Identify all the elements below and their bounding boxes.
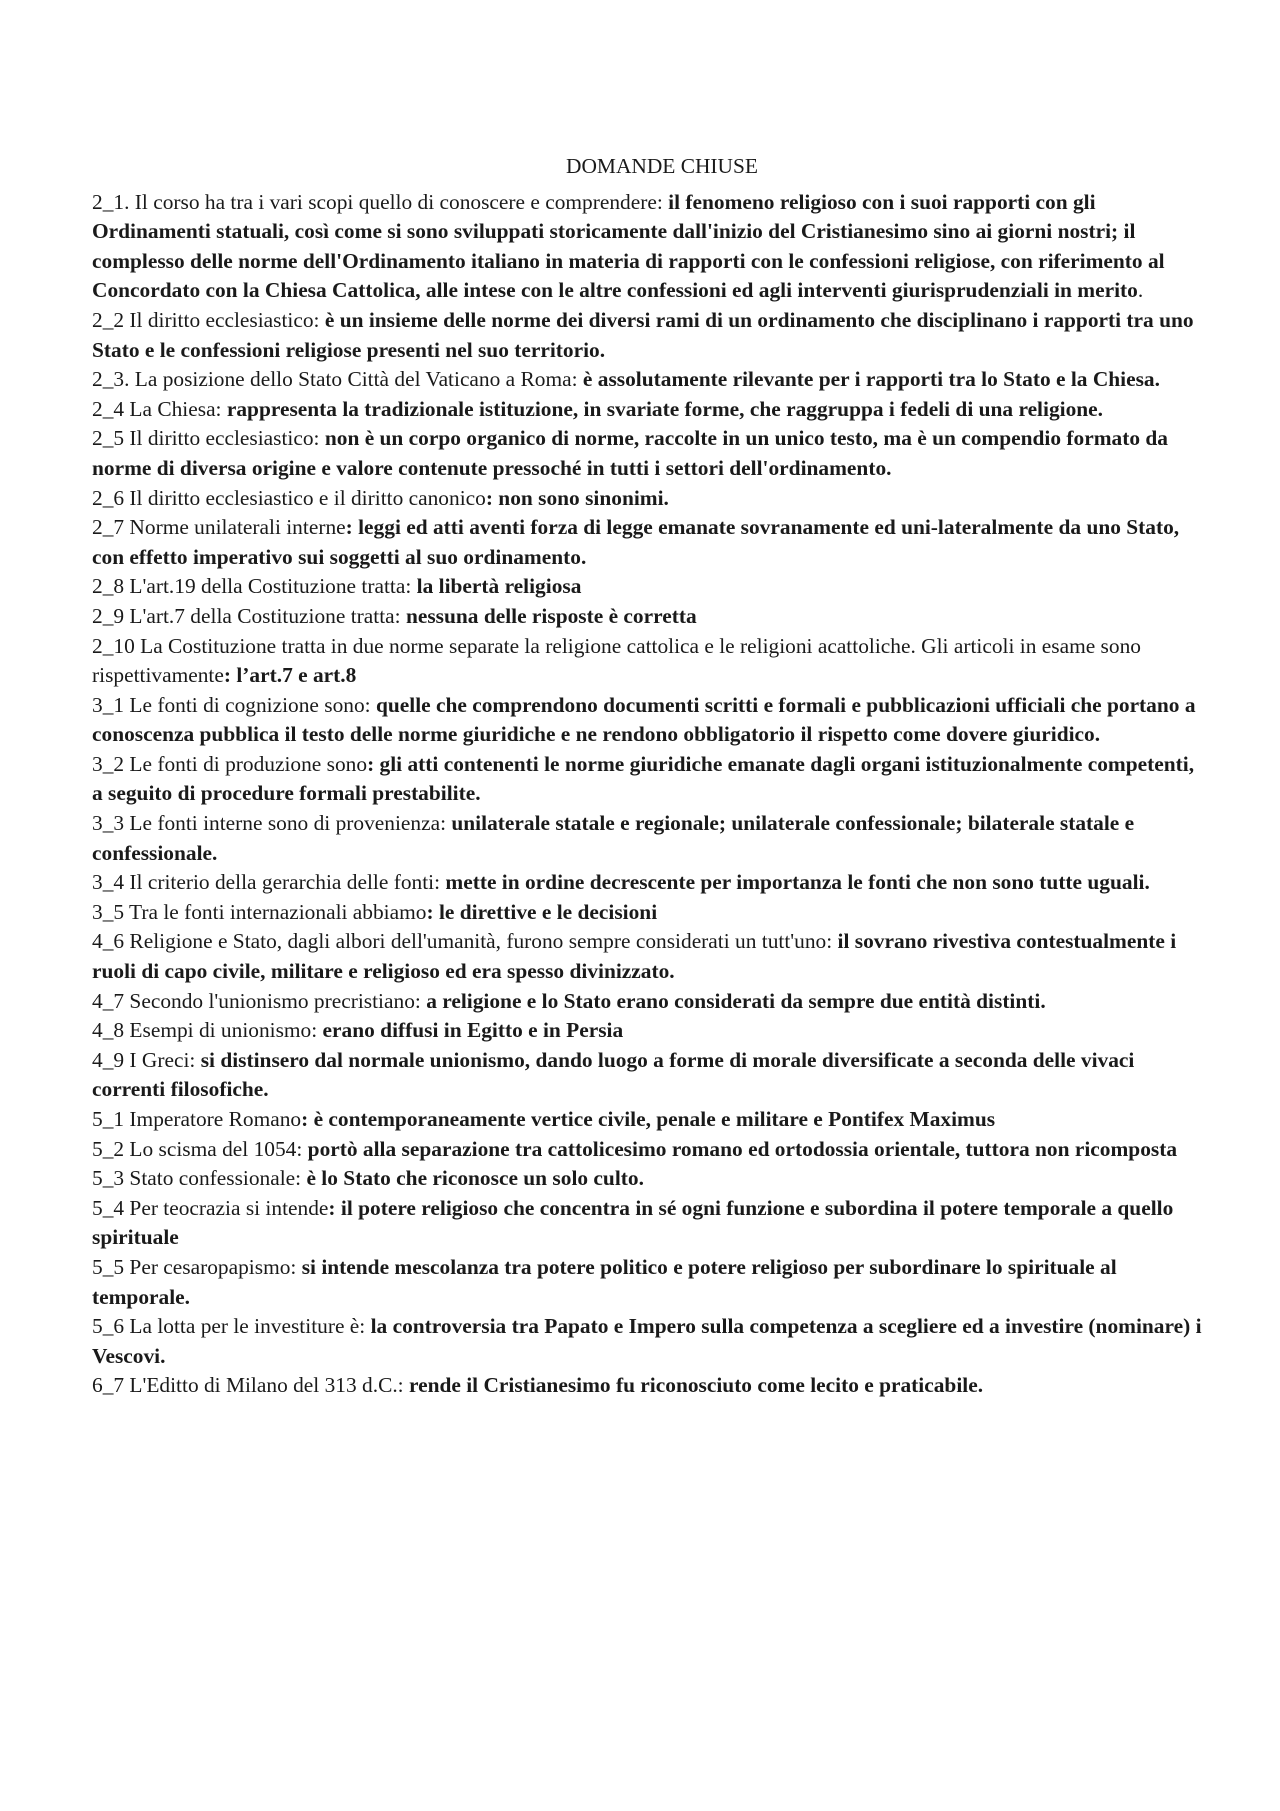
answer-text: è un insieme delle norme dei diversi rami di un ordinamento che disciplinano i rapporti tra uno Stato e le confessioni religiose presenti nel suo territorio. bbox=[92, 307, 1194, 362]
question-text: 2_4 La Chiesa: bbox=[92, 396, 227, 421]
question-text: 4_6 Religione e Stato, dagli albori dell'umanità, furono sempre considerati un tutt'uno: bbox=[92, 929, 838, 954]
qa-item bbox=[92, 306, 1202, 365]
answer-text: : è contemporaneamente vertice civile, penale e militare e Pontifex Maximus bbox=[301, 1107, 996, 1131]
answer-text: è lo Stato che riconosce un solo culto. bbox=[306, 1166, 644, 1191]
answer-text: la libertà religiosa bbox=[416, 574, 582, 599]
question-text: 4_9 I Greci: bbox=[92, 1047, 201, 1072]
qa-item bbox=[92, 868, 1202, 898]
answer-text: mette in ordine decrescente per importanza le fonti che non sono tutte uguali. bbox=[445, 870, 1150, 895]
qa-item bbox=[92, 987, 1202, 1017]
question-text: 4_8 Esempi di unionismo: bbox=[92, 1018, 323, 1043]
question-text: 2_7 Norme unilaterali interne bbox=[92, 515, 346, 540]
qa-item bbox=[92, 1371, 1202, 1401]
question-text: 2_9 L'art.7 della Costituzione tratta: bbox=[92, 603, 406, 628]
question-text: 5_4 Per teocrazia si intende bbox=[92, 1195, 329, 1220]
answer-text: quelle che comprendono documenti scritti e formali e pubblicazioni ufficiali che portano a conoscenza pubblica il testo delle norme giuridiche e ne rendono obbligatorio il rispetto come dovere giuridico. bbox=[92, 692, 1196, 747]
question-text: 5_3 Stato confessionale: bbox=[92, 1166, 307, 1191]
answer-text: nessuna delle risposte è corretta bbox=[405, 603, 697, 628]
answer-text: la controversia tra Papato e Impero sulla competenza a scegliere ed a investire (nominare) i Vescovi. bbox=[92, 1314, 1202, 1368]
answer-text: non è un corpo organico di norme, raccolte in un unico testo, ma è un compendio formato da norme di diversa origine e valore contenute pressoché in tutti i settori dell'ordinamento. bbox=[92, 426, 1168, 480]
answer-text: il sovrano rivestiva contestualmente i ruoli di capo civile, militare e religioso ed era spesso divinizzato. bbox=[92, 929, 1177, 984]
answer-text: si intende mescolanza tra potere politico e potere religioso per subordinare lo spirituale al temporale. bbox=[92, 1254, 1117, 1309]
question-text: 3_5 Tra le fonti internazionali abbiamo bbox=[92, 899, 427, 924]
question-text: 2_6 Il diritto ecclesiastico e il diritto canonico bbox=[92, 485, 486, 510]
answer-text: : l’art.7 e art.8 bbox=[223, 663, 357, 688]
qa-item bbox=[92, 691, 1202, 750]
question-text: 2_5 Il diritto ecclesiastico: bbox=[92, 426, 325, 451]
answer-text: : non sono sinonimi. bbox=[485, 485, 669, 510]
answer-text: unilaterale statale e regionale; unilaterale confessionale; bilaterale statale e confessionale. bbox=[92, 811, 1135, 865]
question-text: 5_5 Per cesaropapismo: bbox=[92, 1254, 302, 1279]
qa-item bbox=[92, 395, 1202, 425]
answer-text: è assolutamente rilevante per i rapporti tra lo Stato e la Chiesa. bbox=[582, 367, 1160, 392]
question-text: 2_10 La Costituzione tratta in due norme separate la religione cattolica e le religioni acattoliche. Gli articoli in esame sono rispettivamente bbox=[92, 633, 1141, 688]
qa-item bbox=[92, 1164, 1202, 1194]
answer-text: portò alla separazione tra cattolicesimo romano ed ortodossia orientale, tuttora non ricomposta bbox=[307, 1136, 1178, 1161]
answer-tail: . bbox=[1137, 278, 1144, 303]
qa-item bbox=[92, 809, 1202, 868]
answer-text: si distinsero dal normale unionismo, dando luogo a forme di morale diversificate a seconda delle vivaci correnti filosofiche. bbox=[92, 1047, 1135, 1102]
qa-item bbox=[92, 1105, 1202, 1135]
answer-text: : le direttive e le decisioni bbox=[426, 899, 658, 924]
qa-list bbox=[92, 188, 1202, 1401]
question-text: 2_1. Il corso ha tra i vari scopi quello di conoscere e comprendere: bbox=[92, 189, 669, 214]
question-text: 4_7 Secondo l'unionismo precristiano: bbox=[92, 988, 427, 1013]
qa-item bbox=[92, 1253, 1202, 1312]
question-text: 2_2 Il diritto ecclesiastico: bbox=[92, 307, 325, 332]
question-text: 3_4 Il criterio della gerarchia delle fonti: bbox=[92, 870, 446, 895]
question-text: 3_1 Le fonti di cognizione sono: bbox=[92, 692, 376, 717]
qa-item bbox=[92, 188, 1202, 306]
qa-item bbox=[92, 1194, 1202, 1253]
answer-text: rende il Cristianesimo fu riconosciuto come lecito e praticabile. bbox=[408, 1373, 984, 1398]
qa-item bbox=[92, 424, 1202, 483]
answer-text: il fenomeno religioso con i suoi rapporti con gli Ordinamenti statuali, così come si sono sviluppati storicamente dall'inizio del Cristianesimo sino ai giorni nostri; il complesso delle norme dell'Ordinamento italiano in materia di rapporti con le confessioni religiose, con riferimento al Concordato con la Chiesa Cattolica, alle intese con le altre confessioni ed agli interventi giurisprudenziali in merito bbox=[92, 189, 1165, 303]
answer-text: : gli atti contenenti le norme giuridiche emanate dagli organi istituzionalmente competenti, a seguito di procedure formali prestabilite. bbox=[92, 751, 1195, 806]
document-title: DOMANDE CHIUSE bbox=[566, 154, 758, 178]
answer-text: rappresenta la tradizionale istituzione, in svariate forme, che raggruppa i fedeli di una religione. bbox=[226, 396, 1104, 421]
qa-item bbox=[92, 632, 1202, 691]
question-text: 5_1 Imperatore Romano bbox=[92, 1107, 302, 1131]
qa-item bbox=[92, 1312, 1202, 1371]
answer-text: : leggi ed atti aventi forza di legge emanate sovranamente ed uni-lateralmente da uno Stato, con effetto imperativo sui soggetti al suo ordinamento. bbox=[92, 515, 1180, 569]
question-text: 5_2 Lo scisma del 1054: bbox=[92, 1136, 308, 1161]
qa-item bbox=[92, 365, 1202, 395]
qa-item bbox=[92, 484, 1202, 514]
qa-item bbox=[92, 1046, 1202, 1105]
qa-item bbox=[92, 572, 1202, 602]
qa-item bbox=[92, 898, 1202, 928]
qa-item bbox=[92, 927, 1202, 986]
qa-item bbox=[92, 602, 1202, 632]
document-page bbox=[92, 152, 1202, 1401]
question-text: 6_7 L'Editto di Milano del 313 d.C.: bbox=[92, 1373, 409, 1398]
question-text: 3_2 Le fonti di produzione sono bbox=[92, 751, 368, 776]
qa-item bbox=[92, 1016, 1202, 1046]
question-text: 3_3 Le fonti interne sono di provenienza: bbox=[92, 811, 452, 836]
qa-item bbox=[92, 513, 1202, 572]
answer-text: erano diffusi in Egitto e in Persia bbox=[322, 1018, 624, 1043]
answer-text: : il potere religioso che concentra in sé ogni funzione e subordina il potere temporale a quello spirituale bbox=[92, 1195, 1174, 1250]
question-text: 5_6 La lotta per le investiture è: bbox=[92, 1314, 371, 1339]
answer-text: a religione e lo Stato erano considerati da sempre due entità distinti. bbox=[426, 988, 1046, 1013]
qa-item bbox=[92, 750, 1202, 809]
question-text: 2_8 L'art.19 della Costituzione tratta: bbox=[92, 574, 417, 599]
qa-item bbox=[92, 1135, 1202, 1165]
question-text: 2_3. La posizione dello Stato Città del Vaticano a Roma: bbox=[92, 367, 583, 392]
